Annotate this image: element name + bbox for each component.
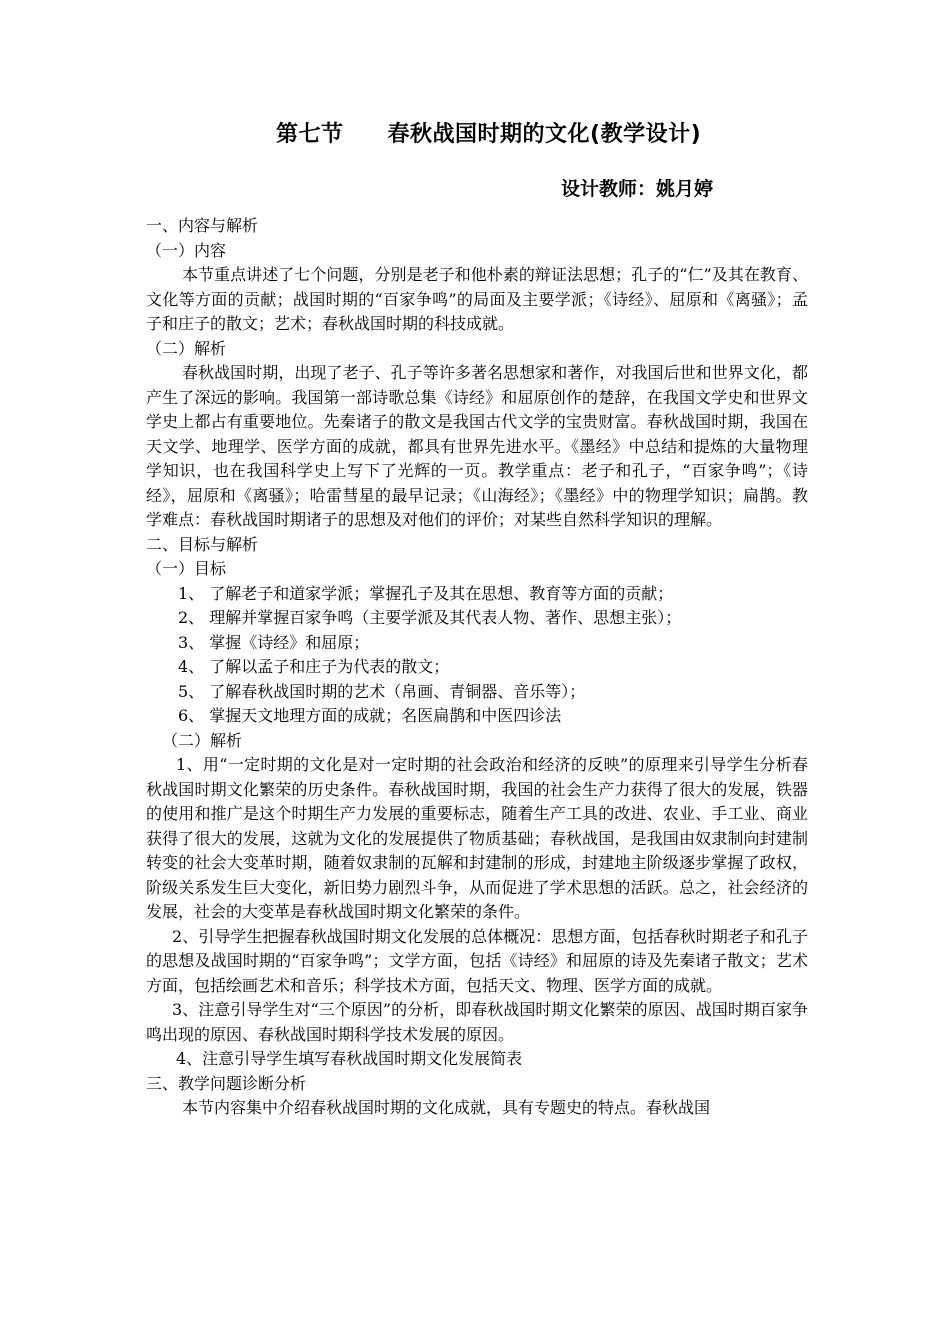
section-3-paragraph: 本节内容集中介绍春秋战国时期的文化成就，具有专题史的特点。春秋战国 bbox=[182, 1098, 711, 1117]
author-line: 设计教师：姚月婷 bbox=[561, 178, 714, 200]
document-body bbox=[146, 214, 808, 1121]
analysis-paragraph: 4、注意引导学生填写春秋战国时期文化发展简表 bbox=[176, 1049, 523, 1068]
document-title bbox=[276, 117, 701, 148]
analysis-paragraph: 3、注意引导学生对“三个原因”的分析，即春秋战国时期文化繁荣的原因、战国时期百家争鸣出现的原因、春秋战国时期科学技术发展的原因。 bbox=[146, 1000, 808, 1044]
goal-item: 5、 了解春秋战国时期的艺术（帛画、青铜器、音乐等）； bbox=[178, 681, 586, 701]
title-section-number: 第七节 bbox=[276, 122, 344, 147]
section-2-sub-1-heading: （一）目标 bbox=[146, 559, 227, 578]
goal-item: 2、 理解并掌握百家争鸣（主要学派及其代表人物、著作、思想主张）； bbox=[178, 608, 682, 627]
analysis-paragraph: 1、用“一定时期的文化是对一定时期的社会政治和经济的反映”的原理来引导学生分析春秋战国时期文化繁荣的历史条件。春秋战国时期，我国的社会生产力获得了很大的发展，铁器的使用和推广是这个时期生产力发展的重要标志，随着生产工具的改进、农业、手工业、商业获得了很大的发展，这就为文化的发展提供了物质基础；春秋战国，是我国由奴隶制向封建制转变的社会大变革时期，随着奴隶制的瓦解和封建制的形成，封建地主阶级逐步掌握了政权，阶级关系发生巨大变化，新旧势力剧烈斗争，从而促进了学术思想的活跃。总之，社会经济的发展，社会的大变革是春秋战国时期文化繁荣的条件。 bbox=[146, 755, 808, 921]
section-2-heading: 二、目标与解析 bbox=[146, 534, 259, 554]
section-1-heading: 一、内容与解析 bbox=[146, 216, 259, 235]
section-1-content-paragraph: 本节重点讲述了七个问题，分别是老子和他朴素的辩证法思想；孔子的“仁”及其在教育、文化等方面的贡献；战国时期的“百家争鸣”的局面及主要学派；《诗经》、屈原和《离骚》；孟子和庄子的散文；艺术；春秋战国时期的科技成就。 bbox=[146, 265, 808, 333]
section-3-heading: 三、教学问题诊断分析 bbox=[146, 1073, 307, 1093]
section-1-sub-1-heading: （一）内容 bbox=[146, 240, 227, 260]
section-2-sub-2-heading: （二）解析 bbox=[162, 730, 243, 750]
goal-item: 4、 了解以孟子和庄子为代表的散文； bbox=[178, 657, 450, 676]
section-1-analysis-paragraph: 春秋战国时期，出现了老子、孔子等许多著名思想家和著作，对我国后世和世界文化，都产生了深远的影响。我国第一部诗歌总集《诗经》和屈原创作的楚辞，在我国文学史和世界文学史上都占有重要地位。先秦诸子的散文是我国古代文学的宝贵财富。春秋战国时期，我国在天文学、地理学、医学方面的成就，都具有世界先进水平。《墨经》中总结和提炼的大量物理学知识，也在我国科学史上写下了光辉的一页。教学重点：老子和孔子，“百家争鸣”；《诗经》，屈原和《离骚》；哈雷彗星的最早记录；《山海经》；《墨经》中的物理学知识；扁鹊。教学难点：春秋战国时期诸子的思想及对他们的评价；对某些自然科学知识的理解。 bbox=[146, 363, 808, 529]
analysis-paragraph: 2、引导学生把握春秋战国时期文化发展的总体概况：思想方面，包括春秋时期老子和孔子的思想及战国时期的“百家争鸣”；文学方面，包括《诗经》和屈原的诗及先秦诸子散文；艺术方面，包括绘画艺术和音乐；科学技术方面，包括天文、物理、医学方面的成就。 bbox=[146, 926, 808, 995]
goal-item: 3、 掌握《诗经》和屈原； bbox=[178, 632, 370, 652]
section-1-sub-2-heading: （二）解析 bbox=[146, 338, 227, 358]
title-topic: 春秋战国时期的文化(教学设计) bbox=[387, 122, 702, 147]
goal-item: 6、 掌握天文地理方面的成就；名医扁鹊和中医四诊法 bbox=[178, 706, 562, 725]
goal-item: 1、 了解老子和道家学派；掌握孔子及其在思想、教育等方面的贡献； bbox=[178, 583, 674, 603]
